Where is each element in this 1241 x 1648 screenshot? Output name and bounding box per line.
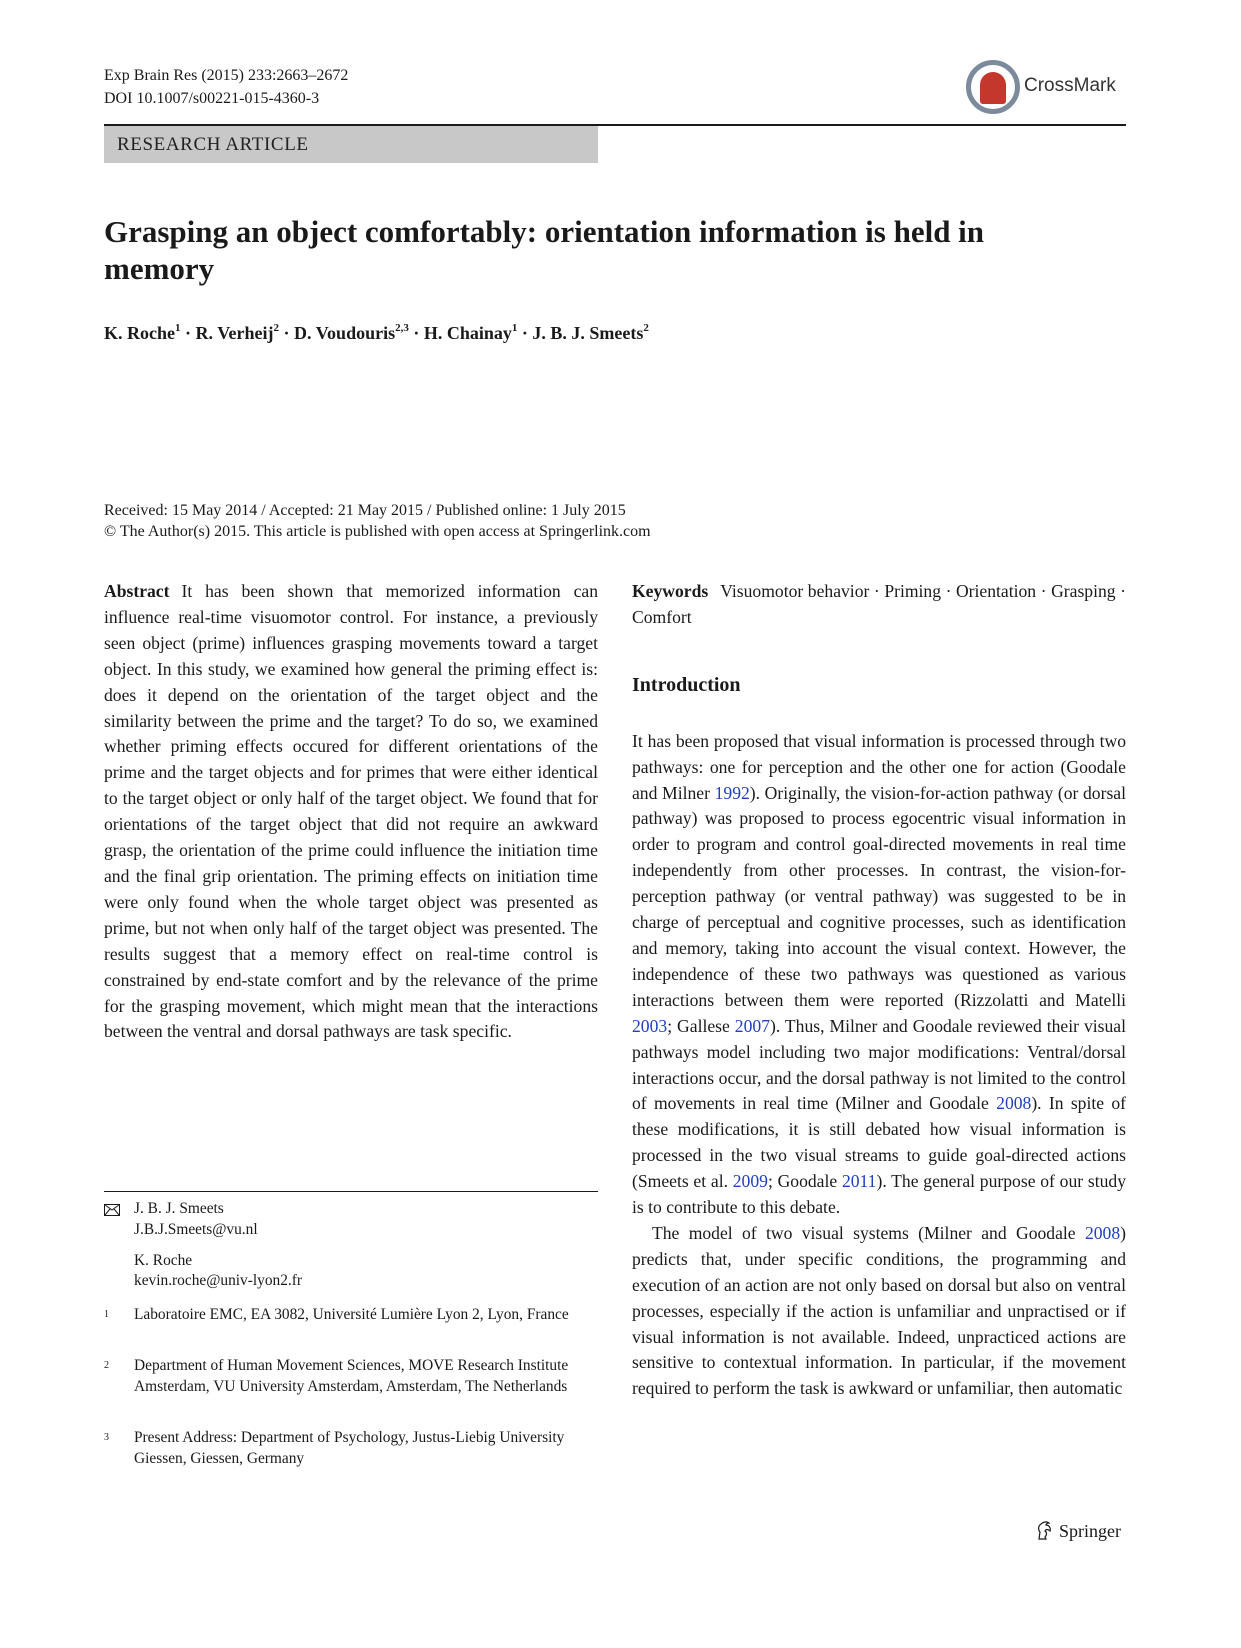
section-heading-introduction: Introduction xyxy=(632,673,741,696)
author-separator: · xyxy=(521,323,528,343)
author-separator: · xyxy=(413,323,420,343)
publisher-name: Springer xyxy=(1059,1521,1121,1541)
author-affiliation-mark: 1 xyxy=(511,322,518,334)
author-name[interactable]: D. Voudouris xyxy=(294,323,396,343)
abstract-column xyxy=(104,579,598,1045)
author-affiliation-mark: 2,3 xyxy=(395,322,409,334)
affiliation-number: 1 xyxy=(104,1309,109,1320)
article-dates xyxy=(104,500,651,542)
body-paragraph: The model of two visual systems (Milner and Goodale 2008) predicts that, under specific conditions, the programming and execution of an action are not only based on dorsal but also on ventral processes, especially if the action is unfamiliar and unpractised or if visual information is not available. Indeed, unpracticed actions are sensitive to contextual information. In particular, if the movement required to perform the task is awkward or unfamiliar, then automatic xyxy=(632,1222,1126,1399)
citation-link[interactable]: 2011 xyxy=(841,1171,877,1192)
affiliation-number: 3 xyxy=(104,1432,109,1443)
journal-citation xyxy=(104,64,348,110)
author-separator: · xyxy=(283,323,290,343)
corresponding-author-email[interactable]: J.B.J.Smeets@vu.nl xyxy=(134,1220,258,1238)
body-paragraph: It has been proposed that visual information is processed through two pathways: one for perception and the other one for action (Goodale and Milner 1992). Originally, the vision-for-action pathway (or dorsal pathway) was proposed to process egocentric visual information in order to program and control goal-directed movements in real time independently from other processes. In contrast, the vision-for-perception pathway (or ventral pathway) was suggested to be in charge of perceptual and cognitive processes, such as identification and memory, taking into account the visual context. However, the independence of these two pathways was questioned as various interactions between them were reported (Rizzolatti and Matelli 2003; Gallese 2007). Thus, Milner and Goodale reviewed their visual pathways model including two major modifications: Ventral/dorsal interactions occur, and the dorsal pathway is not limited to the control of movements in real time (Milner and Goodale 2008). In spite of these modifications, it is still debated how visual information is processed in the two visual streams to guide goal-directed actions (Smeets et al. 2009; Goodale 2011). The general purpose of our study is to contribute to this debate. xyxy=(632,730,1127,1218)
affiliation-text: Present Address: Department of Psychology, Justus-Liebig University Giessen, Giessen, Germany xyxy=(134,1429,565,1467)
springer-horse-icon xyxy=(1035,1520,1053,1540)
author-separator: · xyxy=(185,323,192,343)
affiliation-3 xyxy=(104,1428,598,1470)
author-affiliation-mark: 2 xyxy=(273,322,280,334)
author-affiliation-mark: 1 xyxy=(175,322,181,334)
envelope-icon xyxy=(104,1204,120,1216)
author-name[interactable]: H. Chainay xyxy=(423,323,512,343)
citation-link[interactable]: 2003 xyxy=(632,1015,668,1036)
publisher-logo xyxy=(1035,1520,1121,1542)
author-affiliation-mark: 2 xyxy=(643,322,649,334)
citation-link[interactable]: 2008 xyxy=(1084,1222,1121,1243)
citation-link[interactable]: 2009 xyxy=(732,1171,768,1192)
corresponding-author-name: J. B. J. Smeets xyxy=(134,1200,224,1217)
crossmark-badge[interactable] xyxy=(966,60,1126,118)
keywords xyxy=(632,579,1126,631)
abstract xyxy=(104,579,598,1045)
history-line: Received: 15 May 2014 / Accepted: 21 May 2015 / Published online: 1 July 2015 xyxy=(104,502,626,519)
journal-line: Exp Brain Res (2015) 233:2663–2672 xyxy=(104,67,349,84)
author-name[interactable]: J. B. J. Smeets xyxy=(532,323,644,343)
keywords-text: Visuomotor behavior · Priming · Orientation · Grasping · Comfort xyxy=(632,581,1126,627)
keywords-label: Keywords xyxy=(632,581,709,601)
article-title: Grasping an object comfortably: orientation information is held in memory xyxy=(104,214,985,286)
abstract-text: It has been shown that memorized information can influence real-time visuomotor control. For instance, a previously seen object (prime) influences grasping movements toward a target object. In this study, we examined how general the priming effect is: does it depend on the orientation of the target object and the similarity between the prime and the target? To do so, we examined whether priming effects occured for different orientations of the prime and the target objects and for primes that were either identical to the target object or only half of the target object. We found that for orientations of the target object that did not require an awkward grasp, the orientation of the prime could influence the initiation time and the final grip orientation. The priming effects on initiation time were only found when the whole target object was presented as prime, but not when only half of the target object was presented. The results suggest that a memory effect on real-time control is constrained by end-state comfort and by the relevance of the prime for the grasping movement, which might mean that the interactions between the ventral and dorsal pathways are task specific. xyxy=(104,581,598,1042)
author-list xyxy=(104,322,649,344)
author-name[interactable]: R. Verheij xyxy=(195,323,274,343)
crossmark-label: CrossMark xyxy=(1024,75,1116,96)
affiliation-text: Department of Human Movement Sciences, MOVE Research Institute Amsterdam, VU University Amsterdam, Amsterdam, The Netherlands xyxy=(134,1357,569,1395)
body-column xyxy=(632,579,1126,1402)
corresponding-author-name: K. Roche xyxy=(134,1251,193,1269)
correspondence-block xyxy=(104,1199,598,1292)
article-type-band: RESEARCH ARTICLE xyxy=(104,126,598,163)
author-name[interactable]: K. Roche xyxy=(104,323,175,343)
crossmark-icon xyxy=(966,60,1020,114)
copyright-line: © The Author(s) 2015. This article is published with open access at Springerlink.com xyxy=(104,523,651,540)
affiliation-2 xyxy=(104,1356,598,1398)
footnote-rule xyxy=(104,1191,598,1192)
affiliation-text: Laboratoire EMC, EA 3082, Université Lumière Lyon 2, Lyon, France xyxy=(134,1306,569,1323)
affiliation-number: 2 xyxy=(104,1360,109,1371)
corresponding-author-email[interactable]: kevin.roche@univ-lyon2.fr xyxy=(134,1272,303,1290)
citation-link[interactable]: 2008 xyxy=(996,1093,1032,1114)
citation-link[interactable]: 2007 xyxy=(734,1015,770,1036)
abstract-label: Abstract xyxy=(104,581,170,601)
affiliation-1 xyxy=(104,1305,598,1326)
citation-link[interactable]: 1992 xyxy=(714,782,750,803)
doi-line[interactable]: DOI 10.1007/s00221-015-4360-3 xyxy=(104,90,320,107)
